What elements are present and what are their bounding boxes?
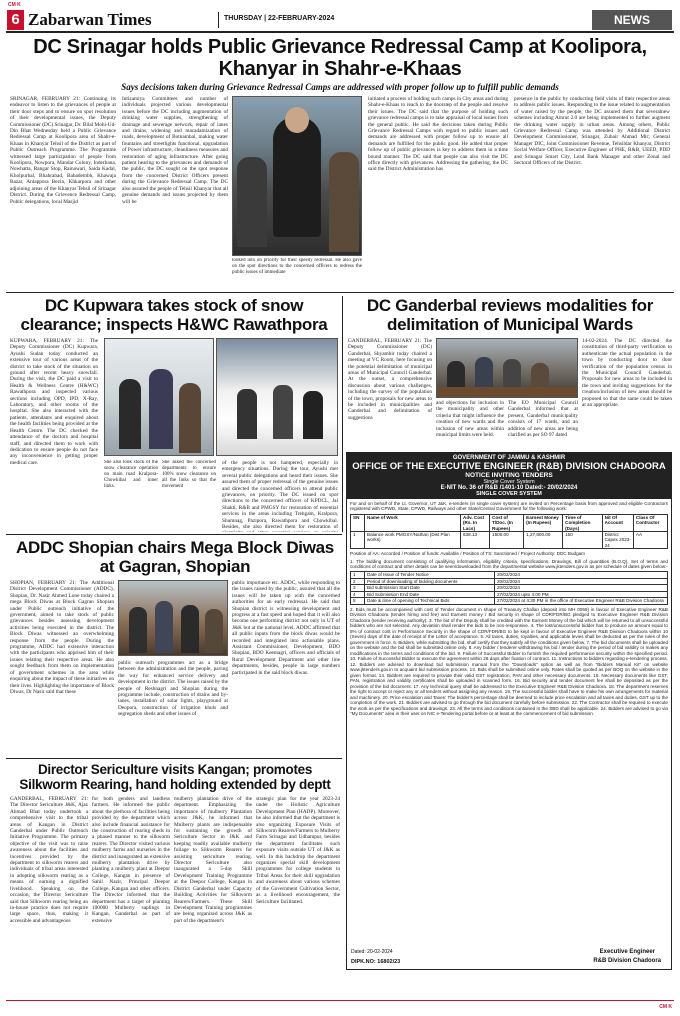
- date-sn: 2: [351, 578, 365, 584]
- date-line: THURSDAY | 22-FEBRUARY-2024: [224, 15, 335, 22]
- date-sn: 5: [351, 598, 365, 604]
- masthead-rule: [6, 31, 674, 33]
- date-sn: 3: [351, 585, 365, 591]
- story3-col2b: The EO Municipal Council Ganderbal informed that at present, Ganderbal municipality consists of 17 wards, and an addition of new areas are being clarified as per SO 97 dated: [508, 400, 578, 439]
- date-label: Date & time of opening of Technical Bids: [365, 598, 495, 604]
- tender-para1: 1. The bidding document consisting of qualifying information, eligibility criteria, specifications, Drawings, Bill of quantities (B.O.Q), Set of terms and conditions of contract and other details can be seen/downloaded from the departmental website www.jktenders.gov.in as per schedule of dates given below:-: [350, 558, 668, 570]
- tender-body: 2. Bids must be accompanied with cost of Tender document in shape of Treasury Challan (deposit into MH 0059) in favour of Executive Engineer R&B Division Chadoora (tender hiring and fee) and Earnest money / Bid security in shape of CDR/FDR/BG pledged to Executive Engineer R&B Division Chadoora (tender receiving authority). 3. The bid of the Deputy shall be credited with the Earnest Money of the bid which will be returned to all unsuccessful bidders who are not selected. Any deviation shall render the bids to be non-responsive. 4. The lost/unsuccessful bidder has to produce an amount equal to 5% of contract cost in Performance Security in the shape of CDR/FDR/BG to be kept in favour of Executive Engineer R&B Division Chadoora within 10 (Seven) days of the date of receipt of the Letter of acceptance. 5. All taxes, duties, royalties, and applicable levies shall be deducted as per the rules of the government in force. 6. Bidders, while submitting the bid, shall certify that they satisfy all the conditions given below. 7. The bid documents shall be uploaded on the website and the bid shall be submitted online only. 8. Any bidder / tenderer withdrawing his bid / tender during the period of bid validity or makes any modifications in the terms and conditions of the bid. 9. Failure of Successful Bidder to furnish the required performance security within the specified period. 10. Failure of Successful Bidder to execute the agreement within 28 days after fixation of contract. 11. Instructions to bidders regarding e-tendering process. 12. Bidders are advised to download bid submission manual from the "Downloads" option as well as from "Bidders Manual Kit" on website www.jktenders.gov.in to acquaint bid submission process. 13. Bids shall be submitted online only. Rates shall be quoted as per BOQ on the website in the given format. 14. Bidders are required to provide their valid GST registration, PAN and other necessary documents. 15. Necessary documents like GST, PAN, registration and validity certificates shall be uploaded in scanned form. 16. Bid security and tender document fee shall be deposited as per the provision of the bid document. 17. Any technical query shall be addressed to the Executive Engineer R&B Division Chadoora. 18. The department reserves the right to accept or reject any or all tenders without assigning any reason. 19. The successful bidder shall have to make his own arrangements for material and machinery. 20. Price escalation and Taxes: The bidder's percentage shall be deemed to include price escalation and all taxes and duties, GST up to the completion of the work. 21. Bidders are advised to go through the bid document carefully before submission. 22. The Contractor shall be required to execute the work as per the specifications and drawings. 23. All the terms and conditions contained in the SBD shall be applicable. 24. Bidders are advised to go via "My Documents" area in their user on NIC e-Tendering portal before or at least at the commencement of bid submission.: [350, 606, 668, 716]
- story1-col3: initiated a process of holding such camps in City areas and during Shahr-e-Khaas to reach to the doorstep of the people and resolve their issues. The DC said that the purpose of holding such grievance redressal camps is to take appraisal of local issues from the general public. He said the decisions taken during Public Grievance Redressal Camps with regard to public issues and demands are addressed with proper follow up to ensure all demands are fulfilled for the public good. He added that proper follow up of public grievances is key to address them in a time bound manner. The DC said that people can also visit the DC office directly with grievances. Addressing the gathering, the DC said the District Administration has: [368, 96, 508, 173]
- th-class: Class Of Contractor: [633, 514, 667, 531]
- tender-enit: E-NIT No. 36 of R&B /1401-10 Dated:- 20/02/2024: [440, 485, 578, 491]
- date-value: 20/02/2024: [495, 585, 668, 591]
- table-row: [351, 532, 668, 549]
- tender-table-notes: Position of AA: Accorded / Position of funds: Available / Position of TS: Sanctioned / Project Authority: DDC Budgam: [350, 551, 586, 557]
- story1-photo: [232, 96, 362, 256]
- date-label: Bid submission Start Date: [365, 585, 495, 591]
- tender-table-header: [351, 514, 668, 531]
- story2-col2: of the people is not hampered, especially in emergency situations. During the tour, Ayushi met several public delegations and heard their issues. She assured them of proper redressal of the genuine issues and directed the concerned officers to attend public grievances, on priority. The DC issued on spot directions to the concerned officers of KPDCL, Jal Shakti, R&B and PMGSY for restoration of essential services in the areas including Trehgam, Kralpora, Shumnag, Pazipora, Rawathpora and Chowkibal. Besides, she also directed them for restoration of: [222, 460, 338, 531]
- story2-bottom-rule: [6, 534, 342, 535]
- story2-caption-2: She asked the concerned departments to ensure 100% snow clearance on all the links so that the movement: [162, 460, 216, 489]
- date-sn: 4: [351, 591, 365, 597]
- story4-headline: ADDC Shopian chairs Mega Block Diwas at Gagran, Shopian: [16, 538, 334, 576]
- story2-photo-1: [104, 338, 214, 456]
- story1-col4: presence in the public by conducting field visits of their respective areas to address public issues. Responding to the issue related to augmentation of water raised by the people, the DC assured them that severalnew schemes including Amrut 2.0 are being implemented to further augment the drinking water supply in urban areas. Among others, Public Grievance Redressal Camp was attended by Additional District Development Commissioner, Srinagar, Zubair Ahmad Mir; General Manager DIC, Joint Commissioner Revenue, Tehsildar Khanyar, District Social Welfare Officer, Executive Engineer of PHE, R&B, UEED, PDD and Srinagar Smart City, Lead Bank Manager and other Zonal and Sectoral Officers of the District.: [514, 96, 670, 167]
- td-account: District Capex 2023-24: [602, 532, 633, 549]
- story2-col1: KUPWARA, FEBRUARY 21: The Deputy Commissioner (DC) Kupwara, Ayushi Sudan today conducted an extensive tour of various areas of the district to take stock of the situation on ground after recent heavy snowfall. During the visit, the DC paid a visit to Health & Wellness Centre (H&WC) Rawathpora and inspected various sections including OPD, IPD, X-Ray, Laboratory, and other rooms of the hospital. She also interacted with the patients, attendants and enquired about the health facilities being provided at the Health Centre. The DC checked the attendance of the doctors and hospital staff, and directed them to work with dedication to ensure people do not face any inconvenience in getting proper medical care.: [10, 338, 98, 466]
- story4-col3: public importance etc. ADDC, while responding to the issues raised by the public, assured that all the issues will be taken up with the concerned authorities for an early redressal. He said that Shopian district is witnessing development and progress at a fast speed and hoped that it will also become one performing district not only in UT of J&K but at the national level. ADDC affirmed that all public inputs from the block diwas would be recorded and integrated into actionable plans. Assistant Commissioner, Development, BDO Shopian, BDO Keemagri, officers and officials of Rural Development Department and other line departments, besides, people in large numbers participated in the said block diwas.: [232, 580, 340, 676]
- date-label: Date of Issue of Tender Notice: [365, 572, 495, 578]
- td-cost-doc: 1500.00: [490, 532, 524, 549]
- story5-col4: strategic plan for the year 2023-24 under the Holistic Agriculture Development Plan (HADP). Moreover, he also informed that the department is also organizing Exposure Visits of Silkworm Rearers/Farmers to Mulberry Farm Srinagar and Udhampur, besides the department facilitates such exposure visits outside UT of J&K as well. In this backdrop the department organizes special skill development programmes for college students in Tribal Areas for their skill upgradation and awareness about various schemes of the Government Cultivation Sector, as a livelihood encouragement, the Sericulture facilitated.: [256, 796, 340, 905]
- story1-photo-caption: looked into on priority for their speedy redressal. He also gave on the spot directions to the concerned officers to redress the public issues of immediate: [232, 258, 362, 275]
- date-label: Period of downloading of bidding documents: [365, 578, 495, 584]
- th-name: Name of Work: [365, 514, 461, 531]
- story3-col3: 14-02-2024. The DC directed the constitution of third-party verification to authenticate the actual population in the town by conducting door to door verification of the population census in the Municipal Council Ganderbal. Proposals for new areas to be included in the town and inviting suggestions for the creation/inclusion of new areas should be proposed so that the same could be taken at an appropriate.: [582, 338, 672, 409]
- story1-headline: DC Srinagar holds Public Grievance Redressal Camp at Koolipora, Khanyar in Shahr-e-Khaas: [33, 36, 647, 80]
- section-label: NEWS: [592, 10, 672, 30]
- th-cost-doc: Cost of T/Doc. (In Rupees): [490, 514, 524, 531]
- story5-col1: GANDERBAL, FEBRUARY 21: The Director Sericulture J&K, Ajaz Ahmad Bhat today undertook a comprehensive visit to the tribal areas of Kangan in District Ganderbal under Public Outreach Initiative Programme. The primary objective of the visit was to raise awareness about the facilities and incentives provided by the department to silkworm rearers and individuals of tribal areas interested in adopting silkworm rearing as a means of earning a dignified livelihood. Speaking on the occasion, the Director Sericulture said that Silkworm rearing being an in-house practice does not require large space, thus, making it accessible and advantageous: [10, 796, 88, 924]
- story4-col1: SHOPIAN, FEBRUARY 21: The Additional District Development Commissioner (ADDC), Shopian, Dr. Nasir Ahmed Lone today chaired a mega Block Diwas at Block Gagran Shopian under Public outreach initiative of the government, aimed to take stock of public grievances besides assessing development activities being executed in the district. The Block Diwas witnessed an overwhelming response from the people. During the programme, ADDC had extensive interaction with the participants who apprised him of their issues relating their respective areas. He also sought feedback from them on implementation of government schemes in the area while enquiring about the impact of these initiatives on their lives. Highlighting the importance of Block Diwas, Dr Nasir said that these: [10, 580, 114, 695]
- td-time: 150: [563, 532, 602, 549]
- story2-headline: DC Kupwara takes stock of snow clearance; inspects H&WC Rawathpora: [20, 296, 328, 334]
- masthead-divider: [218, 12, 219, 28]
- story5-headline: Director Sericulture visits Kangan; promotes Silkworm Rearing, hand holding extended by deptt: [19, 762, 331, 792]
- story3-col2: and objections for inclusion in the municipality and other criteria that might influence the creation of new wards and the inclusion of new areas within municipal limits were held.: [436, 400, 504, 439]
- tender-dated: Dated: 20-02-2024: [351, 949, 393, 955]
- tender-single-cover: Single Cover System: [483, 479, 535, 485]
- story5-col2: for both genders and landless farmers. He informed the public about the plethora of facilities being provided by the department which also include financial assistance for the construction of rearing sheds in a phased manner to the silkworm rearers. The Director visited various mulberry farms and nurseries in the district and inaugurated an extensive mulberry plantation drive by planting a mulberry plant at Deepor College, Kangan in presence of Sahil Nazir, Principal Deepor College, Kangan and other officers. The Director informed that the department has a target of planting 100000 Mulberry saplings in Kangan, Ganderbal as part of extensive: [92, 796, 170, 924]
- date-value: 20/02/2024: [495, 578, 668, 584]
- tender-gov: GOVERNMENT OF JAMMU & KASHMIR: [452, 455, 566, 461]
- story2-caption-1: She also took stock of the snow clearance operation on main road Kralpora-Chowkibal and inner links.: [104, 460, 158, 489]
- tender-dipk: DIPK.NO: 16802/23: [351, 959, 401, 965]
- footer-brand: CM K: [659, 1004, 672, 1010]
- td-class: AA: [633, 532, 667, 549]
- story3-photo: [436, 338, 578, 398]
- th-emd: Earnest Money (In Rupees): [524, 514, 563, 531]
- tender-work-table: [350, 514, 668, 549]
- story3-headline: DC Ganderbal reviews modalities for delimitation of Municipal Wards: [366, 296, 654, 334]
- story1-subhead: Says decisions taken during Grievance Redressal Camps are addressed with proper follow up to fulfill public demands: [121, 82, 559, 92]
- story1-col1: SRINAGAR, FEBRUARY 21: Continuing its endeavor to listen to the grievances of people at their door steps and to ensure on spot resolution of their developmental issues, the Deputy Commissioner (DC) Srinagar, Dr. Bilal Mohi-Ud-Din Bhat Wednesday held a Public Grievance Redressal Camp at Koolipora area of Shahr-e-Khaas in Khanyar Tehsil of the District as part of Public Outreach Programme. The Programme witnessed large participation of people from Koolipora, Nowpora, Mandar Colony, Inderbana, Nowhatta, Rangar Stop, Rainawari, Saida Kadal, Kholpurbal, Bhahrabad, Babadembh, Khawaja Bazar, Antappora Bezin, Khkarpora and other adjoining areas of the Khanyar Tehsil of Srinagar District. During the Grievence Redressal Camp, Public delegations, local Masjid: [10, 96, 116, 205]
- th-sn: SN: [351, 514, 365, 531]
- td-adv-cost: 638.13: [461, 532, 490, 549]
- story5-col3: mulberry plantation drive of the department. Emphasizing the importance of mulberry Plantation across J&K, he informed that Mulberry plants are indispensable for sustaining the growth of Sericulture Sector in J&K and keeping readily available mulberry foliage to Silkworm Rearers for assisting sericulture rearing. Director Sericulture also inaugurated a 5-day Skill Development Training Programme at the Deepor College, Kangan in District Ganderbal under Capacity Building Activities for Silkworm Rearers/Farmers. These Skill Development Training programmes are being organized across J&K as part of the department's: [174, 796, 252, 924]
- tender-signature-2: R&B Division Chadoora: [593, 958, 661, 964]
- td-emd: 1,27,800.00: [524, 532, 563, 549]
- th-time: Time of Completion (Days): [563, 514, 602, 531]
- date-value: 20/02/2024: [495, 572, 668, 578]
- paper-name: Zabarwan Times: [28, 10, 152, 29]
- tender-notice: [346, 452, 672, 970]
- date-label: Bid Submission End Date: [365, 591, 495, 597]
- date-sn: 1: [351, 572, 365, 578]
- masthead-brand: CM K: [8, 2, 21, 8]
- th-adv-cost: Adv. Cost (Rs. In Lacs): [461, 514, 490, 531]
- story4-col2: public outreach programmes act as a bridge between the administration and the people, paving the way for enhanced service delivery and development in the district. The issues raised by the people of Reshnagri and Shopian during the programme include, construction of drains and by-lanes, installation of solar lights, playground at Deopora, construction of irrigation khuls and segregation sheds and other issues of: [118, 660, 228, 718]
- tender-office: OFFICE OF THE EXECUTIVE ENGINEER (R&B) DIVISION CHADOORA: [352, 461, 666, 472]
- tender-intro: For and on behalf of the Lt. Governor, UT J&K, e-tenders (in single cover system) are invited on Percentage basis from approved and eligible Contractors registered with CPWD, State, CPWD, Railways and other State/Central Government for the following work:: [350, 501, 668, 512]
- date-value: 27/02/2024 upto 4:00 PM: [495, 591, 668, 597]
- tender-single-cover-2: SINGLE COVER SYSTEM: [476, 491, 542, 497]
- story1-col2: Intizamiya Committees and number of individuals projected various developmental issues before the DC including augmentation of drinking water supplies, strengthening of drainage and sewerage network, repair of lanes and drains, widening and macadamization of roads, development of Botnambal, making water fountains and streetlights functional, upgradation of Power infrastructure, cleanliness measures and restoration of aging infrastructure. After going patient hearing to the grievances and demands of the public, the DC sought on the spot response from the concerned District Officers present during the Grievance Redressal Camp. The DC also assured the people of Tehsil Khanyar that all genuine demands and issues projected by them will be: [122, 96, 228, 205]
- th-account: Nit Of Account: [602, 514, 633, 531]
- story2-photo-2: [216, 338, 338, 456]
- td-sn: 1: [351, 532, 365, 549]
- date-value: 27/02/2024 at 4:30 PM in the office of Executive Engineer R&B Division Chadoora: [495, 598, 668, 604]
- story4-bottom-rule: [6, 758, 342, 759]
- story3-col1: GANDERBAL, FEBRUARY 21: The Deputy Commissioner (DC) Ganderbal, Shyambir today chaired a meeting at VC Room, here focusing on the potential delimitation of municipal areas of Municipal Council Ganderbal. At the outset, a comprehensive discussion about various challenges, including the survey of the population of the town, proposals for new areas to be included in municipalities and Ganderbal and delimitation of suggestions: [348, 338, 432, 421]
- story2-3-divider: [342, 296, 343, 532]
- story1-bottom-rule: [6, 292, 674, 293]
- tender-notice-title: NOTICE INVITING TENDERS: [465, 472, 553, 479]
- footer-rule: [6, 1000, 674, 1001]
- td-name: Balance work PMGSY/Nathan (Dist Plan works): [365, 532, 461, 549]
- story4-photo: [118, 580, 228, 656]
- page-number: 6: [7, 10, 24, 30]
- tender-signature-1: Executive Engineer: [599, 949, 655, 955]
- table-row: [351, 598, 668, 604]
- tender-dates-table: [350, 571, 668, 604]
